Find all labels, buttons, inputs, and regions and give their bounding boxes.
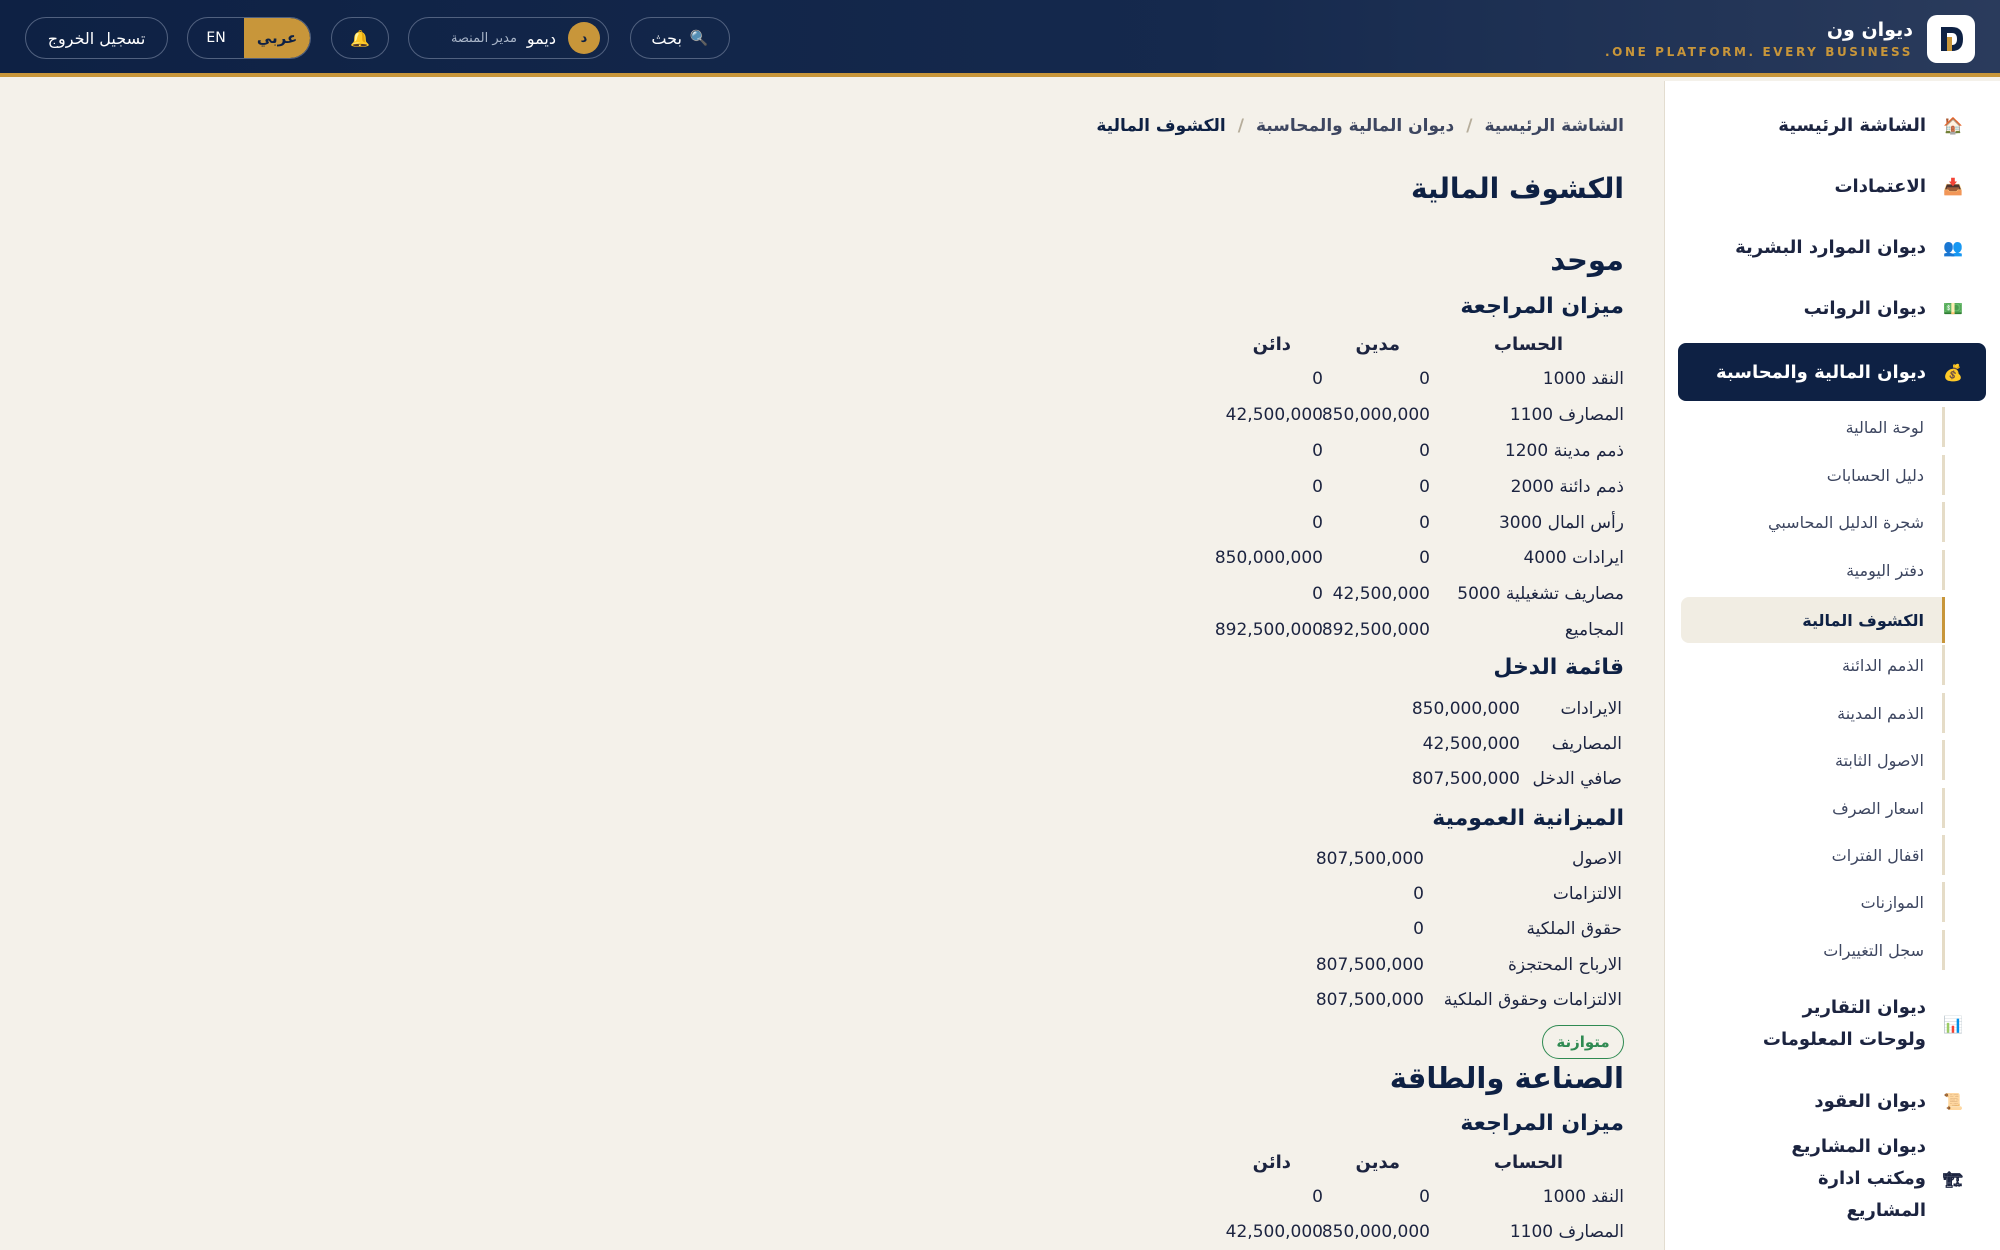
- cell-credit: 850,000,000: [1214, 548, 1323, 568]
- page-title: الكشوف المالية: [1410, 172, 1624, 205]
- search-button[interactable]: [630, 17, 730, 59]
- col-header-account: الحساب: [1493, 1152, 1563, 1173]
- cell-credit: 42,500,000: [1225, 405, 1323, 425]
- table-row-totals: [1204, 620, 1624, 650]
- people-icon: 👥: [1943, 237, 1963, 257]
- table-row: [1204, 405, 1624, 435]
- breadcrumb-separator: /: [1466, 116, 1473, 136]
- cell-account: رأس المال 3000: [1498, 513, 1624, 533]
- table-row: [1204, 1187, 1624, 1217]
- col-header-account: الحساب: [1493, 334, 1563, 355]
- list-item: [1264, 919, 1624, 949]
- cell-debit: 0: [1419, 548, 1430, 568]
- balance-value: 0: [1413, 919, 1424, 939]
- brand[interactable]: [1605, 14, 1975, 64]
- cell-credit: 42,500,000: [1225, 1222, 1323, 1242]
- language-switcher: [187, 17, 311, 59]
- cell-credit: 892,500,000: [1214, 620, 1323, 640]
- cell-account: مصاريف تشغيلية 5000: [1457, 584, 1624, 604]
- sidebar-subitem-fixed-assets[interactable]: الاصول الثابتة: [1681, 740, 1945, 780]
- cell-account: النقد 1000: [1542, 1187, 1624, 1207]
- cell-debit: 850,000,000: [1321, 405, 1430, 425]
- cell-debit: 892,500,000: [1321, 620, 1430, 640]
- cell-account: النقد 1000: [1542, 369, 1624, 389]
- home-icon: 🏠: [1943, 115, 1963, 135]
- cell-credit: 0: [1312, 584, 1323, 604]
- sidebar-item-projects[interactable]: [1678, 1136, 1986, 1221]
- list-item: [1264, 769, 1624, 799]
- list-item: [1264, 990, 1624, 1020]
- table-row: [1204, 369, 1624, 399]
- sidebar-item-label: ديوان التقارير ولوحات المعلومات: [1762, 997, 1926, 1050]
- income-value: 807,500,000: [1411, 769, 1520, 789]
- sidebar-item-label: الاعتمادات: [1834, 175, 1926, 197]
- sidebar-item-label: ديوان الموارد البشرية: [1735, 236, 1926, 258]
- bell-icon: 🔔: [350, 28, 370, 48]
- sidebar-item-label: ديوان الرواتب: [1803, 297, 1926, 319]
- sidebar-subitem-chart-of-accounts[interactable]: دليل الحسابات: [1681, 455, 1945, 495]
- sidebar-item-label: الشاشة الرئيسية: [1778, 114, 1926, 136]
- sidebar-subitem-accounts-tree[interactable]: شجرة الدليل المحاسبي: [1681, 502, 1945, 542]
- cell-account: ذمم مدينة 1200: [1504, 441, 1624, 461]
- table-row: [1204, 441, 1624, 471]
- group-title: الصناعة والطاقة: [1389, 1061, 1624, 1095]
- balance-label: الالتزامات: [1552, 884, 1622, 904]
- sidebar-item-payroll[interactable]: [1678, 279, 1986, 337]
- table-row: [1204, 1222, 1624, 1250]
- income-value: 42,500,000: [1422, 734, 1520, 754]
- trial-balance-title: ميزان المراجعة: [1460, 1111, 1624, 1136]
- table-row: [1204, 548, 1624, 578]
- income-label: المصاريف: [1551, 734, 1622, 754]
- balance-label: الالتزامات وحقوق الملكية: [1443, 990, 1622, 1010]
- construction-icon: 🏗: [1942, 1169, 1964, 1189]
- brand-name: ديوان ون: [1826, 19, 1913, 41]
- sidebar-item-label: ديوان المالية والمحاسبة: [1715, 361, 1926, 383]
- sidebar-item-label: ديوان العقود: [1814, 1090, 1926, 1112]
- list-item: [1264, 849, 1624, 879]
- income-value: 850,000,000: [1411, 699, 1520, 719]
- balance-value: 807,500,000: [1315, 955, 1424, 975]
- income-label: صافي الدخل: [1532, 769, 1622, 789]
- sidebar-subitem-journal[interactable]: دفتر اليومية: [1681, 550, 1945, 590]
- balance-label: الارباح المحتجزة: [1507, 955, 1622, 975]
- cell-credit: 0: [1312, 513, 1323, 533]
- sidebar-item-reports[interactable]: [1678, 987, 1986, 1061]
- cell-debit: 42,500,000: [1332, 584, 1430, 604]
- cell-debit: 850,000,000: [1321, 1222, 1430, 1242]
- balance-value: 807,500,000: [1315, 849, 1424, 869]
- user-name: ديمو: [526, 28, 556, 48]
- breadcrumb: [1096, 116, 1624, 136]
- col-header-debit: مدين: [1355, 334, 1400, 355]
- sidebar-subitem-financial-statements[interactable]: الكشوف المالية: [1681, 597, 1945, 643]
- logout-button[interactable]: تسجيل الخروج: [25, 17, 168, 59]
- trial-balance-title: ميزان المراجعة: [1460, 294, 1624, 319]
- cell-credit: 0: [1312, 369, 1323, 389]
- sidebar-item-home[interactable]: [1678, 96, 1986, 154]
- sidebar-item-hr[interactable]: [1678, 218, 1986, 276]
- income-statement-title: قائمة الدخل: [1493, 655, 1624, 680]
- sidebar-subitem-budgets[interactable]: الموازنات: [1681, 882, 1945, 922]
- list-item: [1264, 734, 1624, 764]
- sidebar-subitem-receivables[interactable]: الذمم المدينة: [1681, 693, 1945, 733]
- chart-icon: 📊: [1943, 1014, 1963, 1034]
- lang-ar-button[interactable]: عربي: [244, 18, 310, 58]
- sidebar-item-finance[interactable]: [1678, 343, 1986, 401]
- lang-en-button[interactable]: EN: [206, 30, 226, 46]
- sidebar-item-label: ديوان المشاريع ومكتب ادارة المشاريع: [1791, 1136, 1926, 1221]
- sidebar-item-contracts[interactable]: [1678, 1072, 1986, 1130]
- income-label: الايرادات: [1560, 699, 1622, 719]
- search-icon: 🔍: [689, 29, 709, 47]
- breadcrumb-home[interactable]: الشاشة الرئيسية: [1484, 116, 1624, 136]
- sidebar-subitem-period-close[interactable]: اقفال الفترات: [1681, 835, 1945, 875]
- cell-debit: 0: [1419, 441, 1430, 461]
- avatar: د: [568, 22, 600, 54]
- cell-debit: 0: [1419, 369, 1430, 389]
- status-badge: متوازنة: [1542, 1025, 1624, 1059]
- cell-debit: 0: [1419, 477, 1430, 497]
- cell-account: ذمم دائنة 2000: [1510, 477, 1624, 497]
- sidebar-subitem-finance-dashboard[interactable]: لوحة المالية: [1681, 407, 1945, 447]
- balance-label: الاصول: [1572, 849, 1622, 869]
- list-item: [1264, 884, 1624, 914]
- list-item: [1264, 699, 1624, 729]
- user-menu[interactable]: [408, 17, 609, 59]
- user-role: مدير المنصة: [450, 30, 517, 46]
- group-title: موحد: [1550, 243, 1624, 277]
- sidebar-subitem-change-log[interactable]: سجل التغييرات: [1681, 930, 1945, 970]
- balance-label: حقوق الملكية: [1526, 919, 1622, 939]
- notifications-button[interactable]: [331, 17, 389, 59]
- cell-debit: 0: [1419, 513, 1430, 533]
- balance-sheet-title: الميزانية العمومية: [1432, 806, 1624, 831]
- inbox-icon: 📥: [1943, 176, 1963, 196]
- breadcrumb-finance[interactable]: ديوان المالية والمحاسبة: [1255, 116, 1455, 136]
- sidebar: [1664, 81, 2000, 1250]
- balance-value: 807,500,000: [1315, 990, 1424, 1010]
- sidebar-subitem-payables[interactable]: الذمم الدائنة: [1681, 645, 1945, 685]
- cell-account: المصارف 1100: [1509, 405, 1624, 425]
- list-item: [1264, 955, 1624, 985]
- money-bag-icon: 💰: [1943, 362, 1963, 382]
- col-header-credit: دائن: [1252, 334, 1291, 355]
- cell-account: المصارف 1100: [1509, 1222, 1624, 1242]
- brand-tagline: .ONE PLATFORM. EVERY BUSINESS: [1605, 45, 1913, 59]
- table-row: [1204, 513, 1624, 543]
- cell-account: المجاميع: [1564, 620, 1624, 640]
- cell-credit: 0: [1312, 1187, 1323, 1207]
- sidebar-item-approvals[interactable]: [1678, 157, 1986, 215]
- col-header-credit: دائن: [1252, 1152, 1291, 1173]
- table-row: [1204, 584, 1624, 614]
- money-icon: 💵: [1943, 298, 1963, 318]
- cell-account: ايرادات 4000: [1523, 548, 1624, 568]
- breadcrumb-separator: /: [1237, 116, 1244, 136]
- search-label: بحث: [651, 28, 682, 48]
- sidebar-subitem-exchange-rates[interactable]: اسعار الصرف: [1681, 788, 1945, 828]
- top-bar: [0, 0, 2000, 77]
- table-row: [1204, 477, 1624, 507]
- breadcrumb-current: الكشوف المالية: [1096, 116, 1226, 136]
- brand-logo-icon: [1927, 15, 1975, 63]
- col-header-debit: مدين: [1355, 1152, 1400, 1173]
- cell-credit: 0: [1312, 477, 1323, 497]
- cell-credit: 0: [1312, 441, 1323, 461]
- scroll-icon: 📜: [1943, 1091, 1963, 1111]
- cell-debit: 0: [1419, 1187, 1430, 1207]
- balance-value: 0: [1413, 884, 1424, 904]
